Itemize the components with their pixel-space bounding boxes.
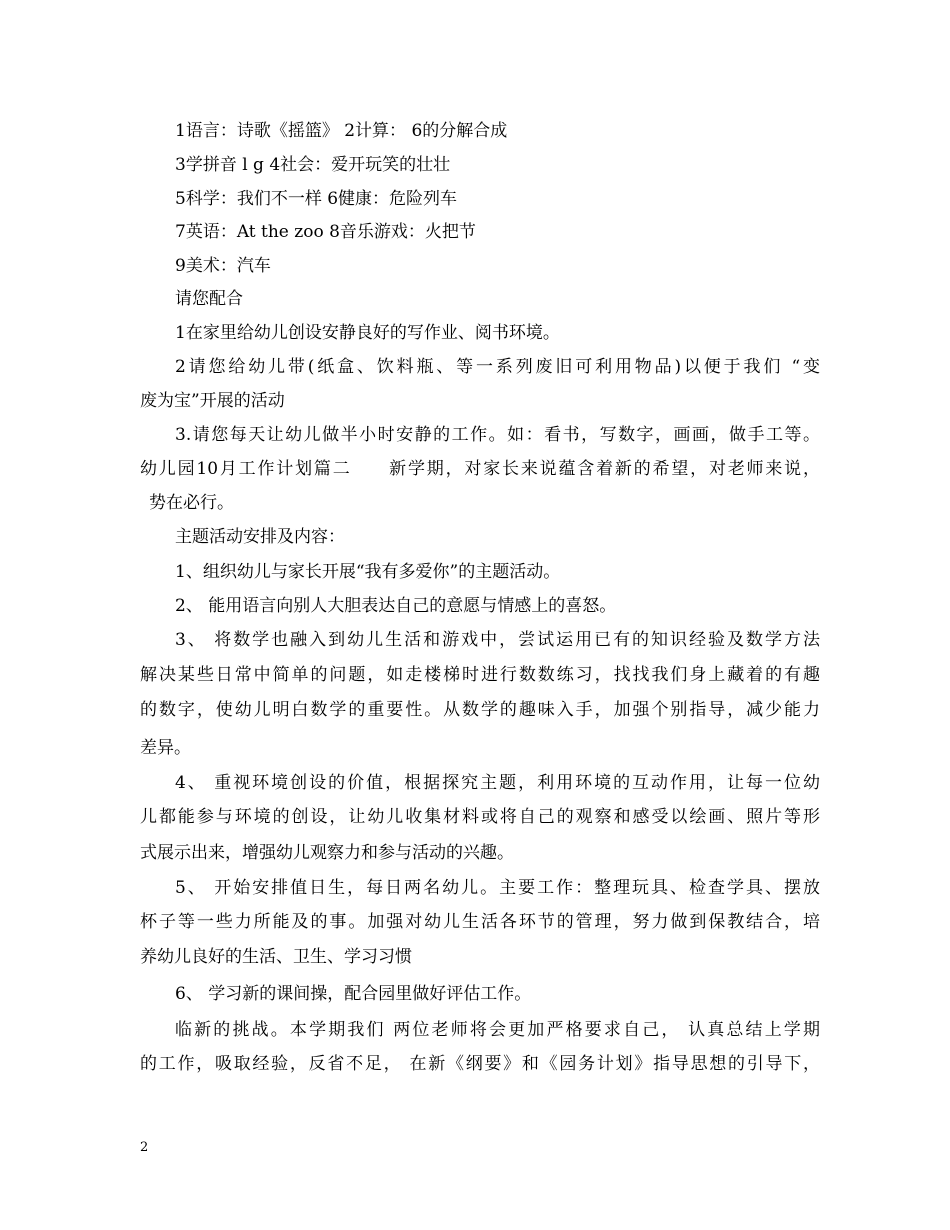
section-heading-cooperate: 请您配合 [175, 289, 243, 309]
line-25: 养幼儿良好的生活、卫生、学习习惯 [140, 947, 412, 967]
line-20: 4、 重视环境创设的价值，根据探究主题，利用环境的互动作用，让每一位幼 [175, 773, 820, 793]
line-12: 势在必行。 [149, 493, 234, 513]
section-heading-themes: 主题活动安排及内容： [175, 527, 345, 547]
line-7: 1在家里给幼儿创设安静良好的写作业、阅书环境。 [175, 323, 560, 343]
line-8: 2请您给幼儿带(纸盒、饮料瓶、等一系列废旧可利用物品)以便于我们 “变 [175, 357, 820, 377]
line-11: 幼儿园10月工作计划篇二 新学期，对家长来说蕴含着新的希望，对老师来说， [140, 459, 820, 479]
line-3: 5科学：我们不一样 6健康：危险列车 [175, 189, 458, 209]
line-5: 9美术：汽车 [175, 256, 271, 276]
line-26: 6、 学习新的课间操，配合园里做好评估工作。 [175, 984, 532, 1004]
line-2: 3学拼音 l g 4社会：爱开玩笑的壮壮 [175, 155, 451, 175]
line-16: 3、 将数学也融入到幼儿生活和游戏中，尝试运用已有的知识经验及数学方法 [175, 630, 820, 650]
line-27: 临新的挑战。本学期我们 两位老师将会更加严格要求自己， 认真总结上学期 [175, 1020, 820, 1040]
line-18: 的数字，使幼儿明白数学的重要性。从数学的趣味入手，加强个别指导，减少能力 [140, 700, 820, 720]
line-28: 的工作，吸取经验，反省不足， 在新《纲要》和《园务计划》指导思想的引导下， [140, 1054, 820, 1074]
line-22: 式展示出来，增强幼儿观察力和参与活动的兴趣。 [140, 843, 514, 863]
page-number: 2 [140, 1140, 149, 1155]
line-21: 儿都能参与环境的创设，让幼儿收集材料或将自己的观察和感受以绘画、照片等形 [140, 807, 820, 827]
line-15: 2、 能用语言向别人大胆表达自己的意愿与情感上的喜怒。 [175, 596, 617, 616]
line-1: 1语言：诗歌《摇篮》 2计算： 6的分解合成 [175, 121, 508, 141]
line-10: 3.请您每天让幼儿做半小时安静的工作。如：看书，写数字，画画，做手工等。 [175, 425, 820, 445]
line-4: 7英语：At the zoo 8音乐游戏：火把节 [175, 222, 476, 242]
line-14: 1、组织幼儿与家长开展“我有多爱你”的主题活动。 [175, 562, 561, 582]
line-23: 5、 开始安排值日生，每日两名幼儿。主要工作：整理玩具、检查学具、摆放 [175, 878, 820, 898]
line-17: 解决某些日常中简单的问题，如走楼梯时进行数数练习，找找我们身上藏着的有趣 [140, 665, 820, 685]
line-24: 杯子等一些力所能及的事。加强对幼儿生活各环节的管理，努力做到保教结合，培 [140, 912, 820, 932]
line-19: 差异。 [140, 738, 191, 758]
line-9: 废为宝”开展的活动 [140, 391, 285, 411]
